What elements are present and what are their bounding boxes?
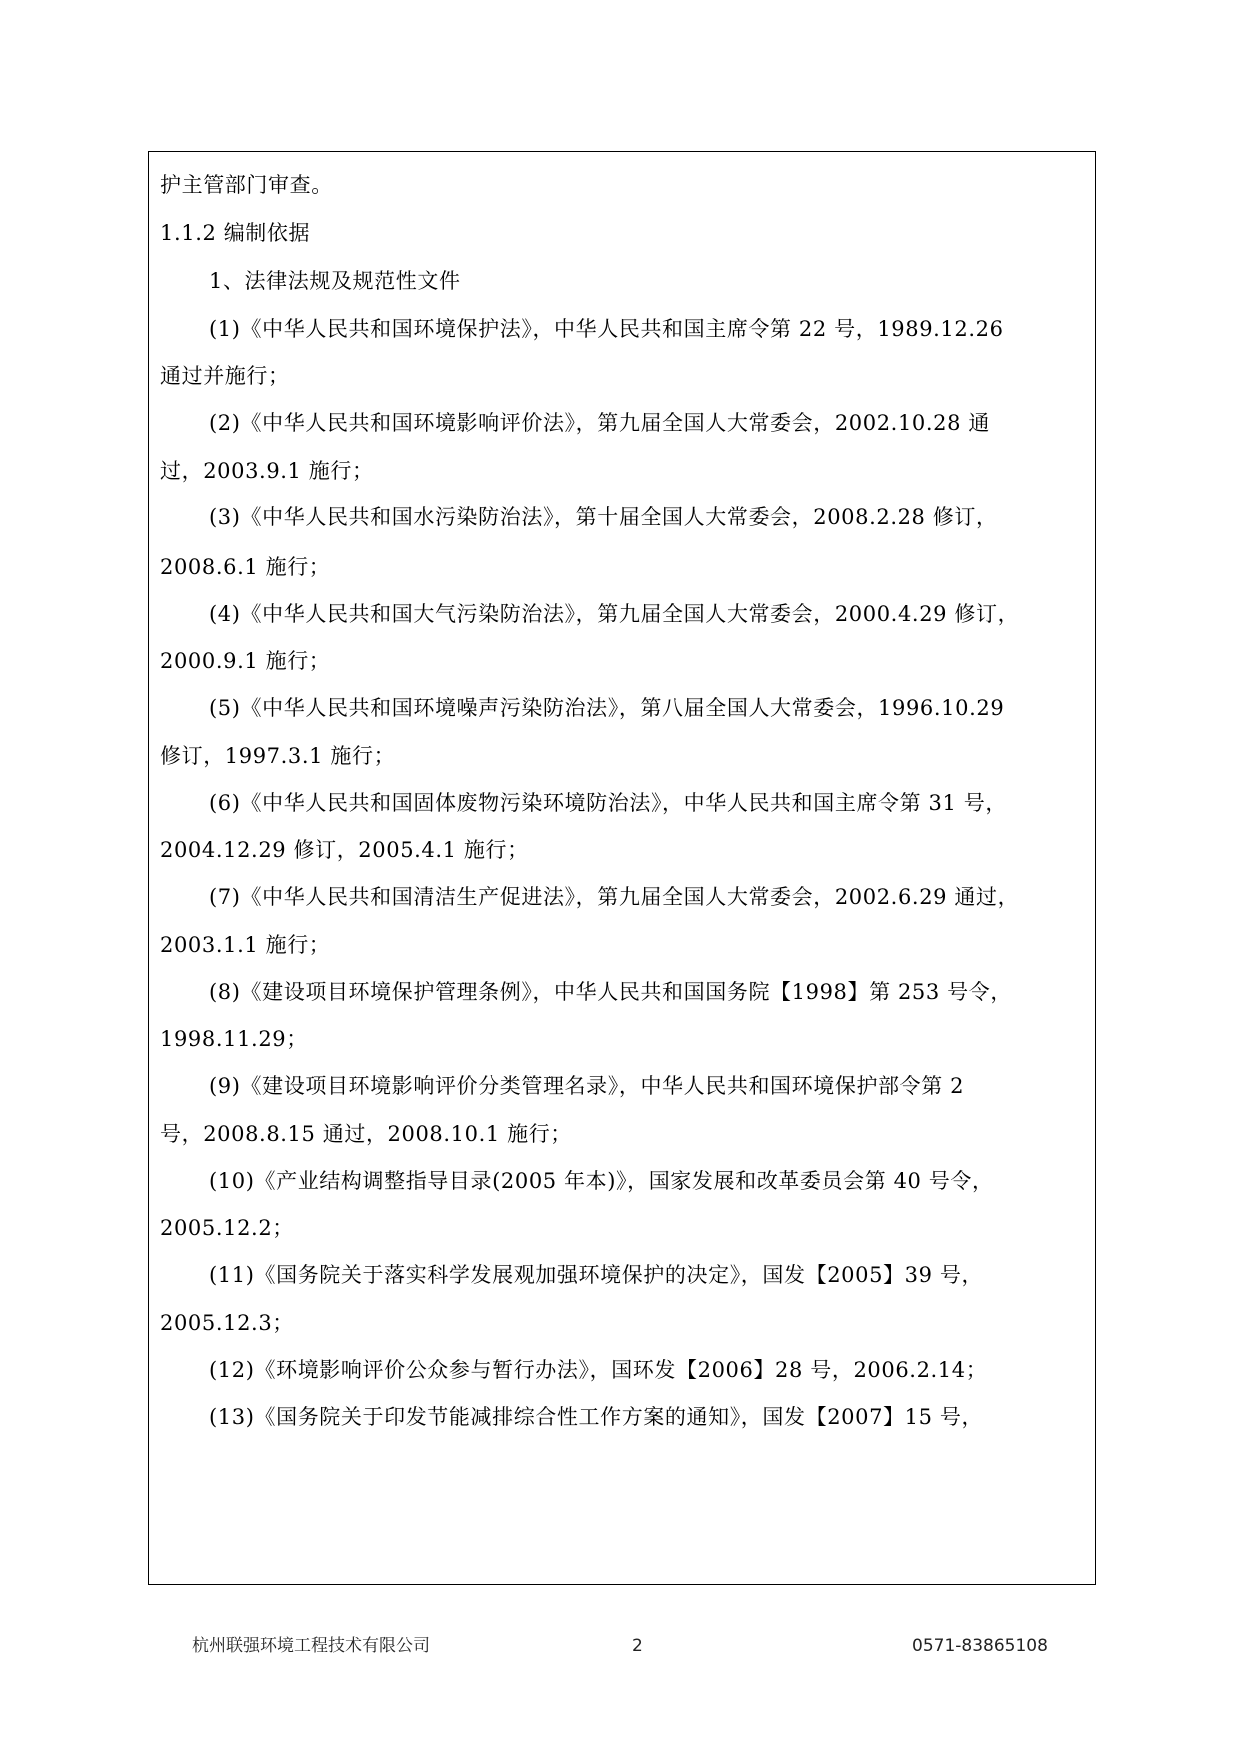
list-item: (2)《中华人民共和国环境影响评价法》，第九届全国人大常委会，2002.10.28 通 — [209, 411, 990, 435]
list-item: (5)《中华人民共和国环境噪声污染防治法》，第八届全国人大常委会，1996.10.29 — [209, 696, 1005, 720]
list-item-continuation: 通过并施行； — [160, 364, 290, 388]
page-number: 2 — [632, 1636, 643, 1656]
list-item: (6)《中华人民共和国固体废物污染环境防治法》，中华人民共和国主席令第 31 号， — [209, 791, 1007, 815]
list-item-continuation: 过，2003.9.1 施行； — [160, 459, 374, 483]
footer-company: 杭州联强环境工程技术有限公司 — [192, 1636, 430, 1656]
list-item: (10)《产业结构调整指导目录(2005 年本)》，国家发展和改革委员会第 40 号令， — [209, 1169, 994, 1193]
subsection-heading: 1、法律法规及规范性文件 — [209, 269, 461, 293]
list-item: (13)《国务院关于印发节能减排综合性工作方案的通知》，国发【2007】15 号， — [209, 1405, 984, 1429]
list-item-continuation: 2005.12.3； — [160, 1311, 294, 1335]
list-item: (11)《国务院关于落实科学发展观加强环境保护的决定》，国发【2005】39 号， — [209, 1263, 984, 1287]
list-item-continuation: 2004.12.29 修订，2005.4.1 施行； — [160, 838, 529, 862]
list-item-continuation: 2000.9.1 施行； — [160, 649, 331, 673]
list-item-continuation: 2005.12.2； — [160, 1216, 294, 1240]
list-item-continuation: 2003.1.1 施行； — [160, 933, 331, 957]
list-item: (7)《中华人民共和国清洁生产促进法》，第九届全国人大常委会，2002.6.29 通过， — [209, 885, 1020, 909]
section-heading: 1.1.2 编制依据 — [160, 221, 311, 245]
list-item-continuation: 2008.6.1 施行； — [160, 555, 331, 579]
list-item: (9)《建设项目环境影响评价分类管理名录》，中华人民共和国环境保护部令第 2 — [209, 1074, 965, 1098]
list-item: (4)《中华人民共和国大气污染防治法》，第九届全国人大常委会，2000.4.29 修订， — [209, 602, 1020, 626]
list-item: (8)《建设项目环境保护管理条例》，中华人民共和国国务院【1998】第 253 号令， — [209, 980, 1012, 1004]
list-item-continuation: 修订，1997.3.1 施行； — [160, 744, 396, 768]
text-line: 护主管部门审查。 — [160, 173, 333, 197]
footer-phone: 0571-83865108 — [912, 1636, 1048, 1656]
list-item: (1)《中华人民共和国环境保护法》，中华人民共和国主席令第 22 号，1989.12.26 — [209, 317, 1004, 341]
list-item-continuation: 号，2008.8.15 通过，2008.10.1 施行； — [160, 1122, 572, 1146]
list-item: (3)《中华人民共和国水污染防治法》，第十届全国人大常委会，2008.2.28 修订， — [209, 505, 998, 529]
list-item: (12)《环境影响评价公众参与暂行办法》，国环发【2006】28 号，2006.2.14； — [209, 1358, 988, 1382]
list-item-continuation: 1998.11.29； — [160, 1027, 308, 1051]
